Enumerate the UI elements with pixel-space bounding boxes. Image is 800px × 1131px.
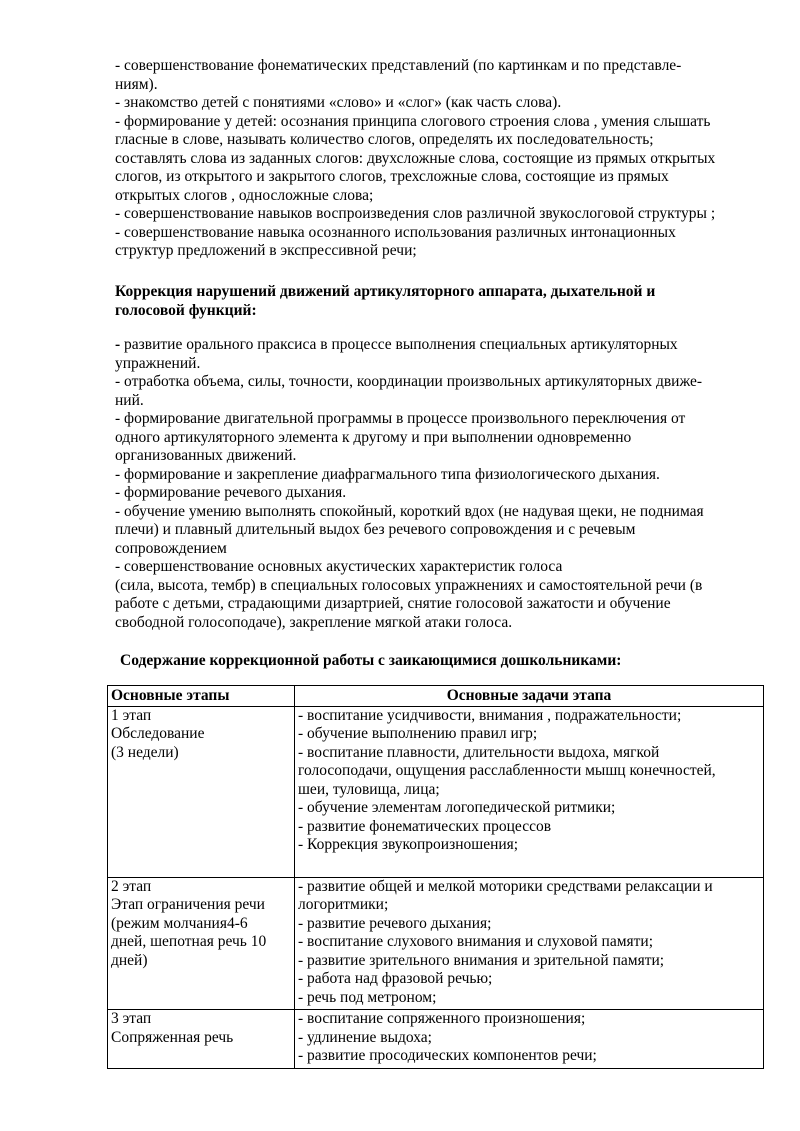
task-line: - речь под метроном; xyxy=(298,988,437,1006)
stage-line: 1 этап xyxy=(111,706,152,724)
tasks-cell xyxy=(295,877,764,1010)
list-line: ниям). xyxy=(115,75,158,93)
list-line: (сила, высота, тембр) в специальных голосовых упражнениях и самостоятельной речи (в xyxy=(115,576,703,594)
list-line: структур предложений в экспрессивной речи; xyxy=(115,242,417,259)
task-line: - воспитание слухового внимания и слуховой памяти; xyxy=(298,933,654,950)
stage-line: Обследование xyxy=(111,725,205,742)
task-line: - обучение элементам логопедической ритмики; xyxy=(298,799,616,816)
table-row xyxy=(108,1010,764,1069)
task-line: - воспитание плавности, длительности выдоха, мягкой xyxy=(298,743,660,761)
task-line: - работа над фразовой речью; xyxy=(298,970,493,987)
column-header-tasks: Основные задачи этапа xyxy=(295,686,764,707)
task-line: голосоподачи, ощущения расслабленности мышц конечностей, xyxy=(298,762,716,779)
stage-line: 3 этап xyxy=(111,1010,152,1027)
stages-table xyxy=(107,685,764,1069)
list-line: - развитие орального праксиса в процессе выполнения специальных артикуляторных xyxy=(115,336,678,353)
table-row xyxy=(108,877,764,1010)
list-line: свободной голосоподаче), закрепление мягкой атаки голоса. xyxy=(115,613,513,631)
tasks-cell xyxy=(295,706,764,877)
task-line: - развитие фонематических процессов xyxy=(298,817,552,835)
task-line: - Коррекция звукопроизношения; xyxy=(298,836,519,853)
list-line: - знакомство детей с понятиями «слово» и «слог» (как часть слова). xyxy=(115,94,562,111)
list-line: ний. xyxy=(115,391,144,409)
list-line: - совершенствование фонематических представлений (по картинкам и по представле- xyxy=(115,57,682,74)
section-heading-stuttering xyxy=(120,652,750,671)
task-line: - развитие просодических компонентов речи; xyxy=(298,1047,597,1064)
task-line: - воспитание сопряженного произношения; xyxy=(298,1010,586,1027)
list-line: сопровождением xyxy=(115,539,227,557)
stage-line: (3 недели) xyxy=(111,743,179,761)
stage-line: Этап ограничения речи xyxy=(111,896,265,913)
heading-line: Коррекция нарушений движений артикуляторного аппарата, дыхательной и xyxy=(115,283,656,300)
column-header-stages: Основные этапы xyxy=(108,686,295,707)
stage-line: (режим молчания4-6 xyxy=(111,914,248,932)
list-line-text: развитие орального праксиса в процессе выполнения специальных артикуляторных xyxy=(124,336,678,353)
list-line: слогов, из открытого и закрытого слогов, трехсложные слова, состоящие из прямых xyxy=(115,168,669,185)
heading-line: Содержание коррекционной работы с заикающимися дошкольниками: xyxy=(120,652,622,669)
list-line: открытых слогов , односложные слова; xyxy=(115,186,374,204)
stage-line: Сопряженная речь xyxy=(111,1028,234,1046)
list-line: работе с детьми, страдающими дизартрией, снятие голосовой зажатости и обучение xyxy=(115,595,671,612)
list-line: гласные в слове, называть количество слогов, определять их последовательность; xyxy=(115,131,654,148)
task-line: логоритмики; xyxy=(298,896,389,913)
stage-line: дней) xyxy=(111,951,148,969)
stage-line: 2 этап xyxy=(111,877,152,895)
articulation-correction-list xyxy=(115,336,745,632)
list-line: - формирование у детей: осознания принципа слогового строения слова , умения слышать xyxy=(115,112,711,130)
list-line: организованных движений. xyxy=(115,447,297,464)
stage-cell xyxy=(108,706,295,877)
stage-cell xyxy=(108,877,295,1010)
task-line: - развитие общей и мелкой моторики средствами релаксации и xyxy=(298,877,713,895)
list-line: - отработка объема, силы, точности, координации произвольных артикуляторных движе- xyxy=(115,373,703,390)
section-heading-articulation xyxy=(115,283,745,320)
list-line: - совершенствование навыка осознанного использования различных интонационных xyxy=(115,223,676,241)
list-line: одного артикуляторного элемента к другому и при выполнении одновременно xyxy=(115,428,632,446)
list-line: - формирование и закрепление диафрагмального типа физиологического дыхания. xyxy=(115,465,660,483)
list-line: упражнений. xyxy=(115,354,201,372)
task-line: шеи, туловища, лица; xyxy=(298,780,440,798)
stage-cell xyxy=(108,1010,295,1069)
task-line: - удлинение выдоха; xyxy=(298,1028,432,1046)
list-line: плечи) и плавный длительный выдох без речевого сопровождения и с речевым xyxy=(115,521,636,538)
list-line: - обучение умению выполнять спокойный, короткий вдох (не надувая щеки, не поднимая xyxy=(115,502,704,520)
task-line: - развитие зрительного внимания и зрительной памяти; xyxy=(298,951,665,969)
list-line: - формирование речевого дыхания. xyxy=(115,484,347,501)
list-line: - совершенствование навыков воспроизведения слов различной звукослоговой структуры ; xyxy=(115,205,716,222)
table-header-row xyxy=(108,686,764,707)
task-line: - развитие речевого дыхания; xyxy=(298,914,492,932)
heading-line: голосовой функций: xyxy=(115,301,257,319)
list-line: - формирование двигательной программы в процессе произвольного переключения от xyxy=(115,410,686,427)
task-line: - обучение выполнению правил игр; xyxy=(298,725,538,742)
tasks-cell xyxy=(295,1010,764,1069)
task-line: - воспитание усидчивости, внимания , подражательности; xyxy=(298,706,682,724)
table-row xyxy=(108,706,764,877)
list-line: составлять слова из заданных слогов: двухсложные слова, состоящие из прямых открытых xyxy=(115,149,716,167)
list-line: - совершенствование основных акустических характеристик голоса xyxy=(115,558,563,575)
stage-line: дней, шепотная речь 10 xyxy=(111,933,267,950)
phonemic-development-list xyxy=(115,57,745,261)
